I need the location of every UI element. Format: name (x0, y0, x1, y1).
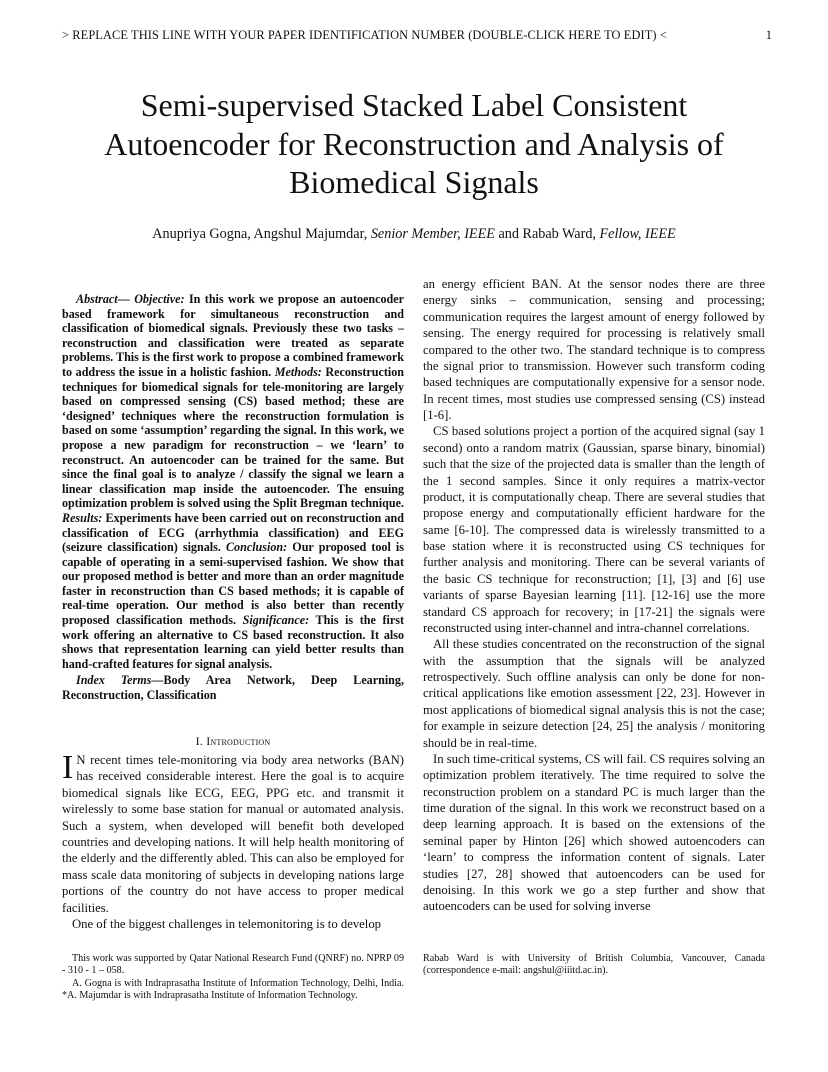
abstract-conclusion-label: Conclusion: (225, 540, 288, 555)
title-line: Biomedical Signals (289, 164, 539, 200)
title-line: Semi-supervised Stacked Label Consistent (140, 87, 688, 123)
running-head-text: > REPLACE THIS LINE WITH YOUR PAPER IDENTIFICATION NUMBER (DOUBLE-CLICK HERE TO EDIT) < (62, 28, 667, 42)
abstract-significance-label: Significance: (242, 613, 310, 628)
section-title: Introduction (206, 734, 271, 748)
author-role: Fellow, IEEE (599, 226, 676, 242)
title-line: Autoencoder for Reconstruction and Analysis of (104, 125, 724, 162)
section-heading (62, 734, 404, 749)
section-numeral: I. (195, 734, 207, 748)
paragraph: All these studies concentrated on the reconstruction of the signal with the assumption that the signals will be analyzed retrospectively. Such offline analysis can only be done for non-critical applications like emotion assessment [22, 23]. However in most applications of biomedical signal analysis this is not the case; for example in seizure detection [24, 25] the analysis / monitoring should be in real-time. (423, 637, 765, 750)
author-list (40, 226, 788, 243)
abstract-dash: — (117, 292, 135, 306)
abstract-objective: In this work we propose an autoencoder based framework for simultaneous reconstruction and classification of biomedical signals. Previously these two tasks – reconstruction and classification were treated as separate problems. This is the first work to propose a combined framework to address the issue in a holistic fashion. (62, 292, 404, 379)
abstract-methods: Reconstruction techniques for biomedical signals for tele-monitoring are largely based on compressed sensing (CS) based method; these are ‘designed’ techniques where the reconstruction formulation is based on some ‘assumption’ regarding the signal. In this work, we propose a new paradigm for reconstruction – we ‘learn’ to reconstruct. An autoencoder can be trained for the same. But since the final goal is to analyze / classify the signal we learn a linear classification map inside the autoencoder. The ensuing optimization problem is solved using the Split Bregman technique. (62, 364, 404, 511)
footnote: Rabab Ward is with University of British Columbia, Vancouver, Canada (correspondence e-mail: angshul@iiitd.ac.in). (423, 953, 765, 977)
abstract-results-label: Results: (62, 510, 103, 525)
right-column-body (423, 276, 765, 915)
paragraph: One of the biggest challenges in telemonitoring is to develop (72, 917, 382, 932)
abstract-conclusion: Our proposed tool is capable of operating in a semi-supervised fashion. We show that our proposed method is better and more than an order magnitude faster in reconstruction than CS based methods; it is capable of real-time operation. Our method is also better than recently proposed classification methods. (62, 540, 405, 628)
footnotes-right (423, 953, 765, 978)
index-terms-label: Index Terms (76, 673, 152, 687)
author-names: Anupriya Gogna, Angshul Majumdar, (152, 226, 371, 242)
paragraph: CS based solutions project a portion of the acquired signal (say 1 second) onto a random matrix (Gaussian, sparse binary, binomial) such that the size of the projected data is smaller than the length of the 1 second samples. Since it only requires a matrix-vector product, it is computationally cheap. There are several studies that propose energy and computationally efficient hardware for the same [6-10]. The compressed data is wirelessly transmitted to a base station where it is reconstructed using CS techniques for further analysis and monitoring. There can be several variants of the basic CS technique for reconstruction; [1], [3] and [6] use variants of sparse Bayesian learning [11]. [12-16] use the more standard CS approach for recovery; in [17-21] the signals were reconstructed using inter-channel and intra-channel correlations. (423, 424, 765, 635)
paragraph: an energy efficient BAN. At the sensor nodes there are three energy sinks – communication, sensing and processing; communication requires the largest amount of energy followed by sensing. The energy required for processing is relatively small compared to the other two. The standard technique is to compress the signal prior to transmission. However such transform coding based techniques are computationally expensive for a sensor node. In recent times, most studies use compressed sensing (CS) instead [1-6]. (423, 277, 765, 422)
abstract-significance: This is the first work offering an alternative to CS based reconstruction. It also shows that representation learning can yield better results than hand-crafted features for signal analysis. (62, 613, 404, 671)
footnote: A. Gogna is with Indraprasatha Institute of Information Technology, Delhi, India. *A. Majumdar is with Indraprasatha Institute of Information Technology. (62, 977, 404, 1002)
page-number: 1 (765, 28, 772, 42)
paper-title (40, 86, 788, 202)
footnotes-left (62, 953, 404, 1003)
paragraph: In such time-critical systems, CS will fail. CS requires solving an optimization problem iteratively. The time required to solve the reconstruction problem on a standard PC is much larger than the time duration of the signal. In this work we reconstruct based on a deep learning approach. It is based on the extensions of the seminal paper by Hinton [26] which showed autoencoders can ‘learn’ to compress the information content of signals. Later studies [27, 28] showed that autoencoders can be used for denoising. In this work we go a step further and show that autoencoders can be used for solving inverse (423, 751, 765, 914)
abstract (62, 292, 404, 671)
abstract-label: Abstract (76, 292, 118, 306)
paragraph-text: N recent times tele-monitoring via body area networks (BAN) has received considerable interest. Here the goal is to acquire biomedical signals like ECG, EEG, PPG etc. and transmit it wirelessly to some base station for manual or automated analysis. Such a system, when developed will benefit both developed countries and developing nations. It will help health monitoring of the elderly and the differently abled. This can also be employed for mass scale data monitoring of subjects in developing nations large portions of the country do not have access to proper medical facilities. (62, 753, 404, 915)
running-header (62, 28, 772, 43)
drop-cap: I (62, 749, 74, 786)
abstract-methods-label: Methods: (274, 364, 322, 379)
introduction-body (62, 749, 404, 932)
paragraph (62, 749, 404, 916)
index-terms-text: —Body Area Network, Deep Learning, Reconstruction, Classification (62, 673, 404, 702)
abstract-results: Experiments have been carried out on reconstruction and classification of ECG (arrhythmia classification) and EEG (seizure classification) signals. (62, 510, 404, 555)
abstract-objective-label: Objective: (134, 292, 185, 306)
index-terms (62, 673, 404, 702)
footnote: This work was supported by Qatar National Research Fund (QNRF) no. NPRP 09 - 310 - 1 – 058. (62, 953, 404, 977)
author-role: Senior Member, IEEE (370, 226, 495, 242)
author-names: and Rabab Ward, (494, 226, 600, 242)
